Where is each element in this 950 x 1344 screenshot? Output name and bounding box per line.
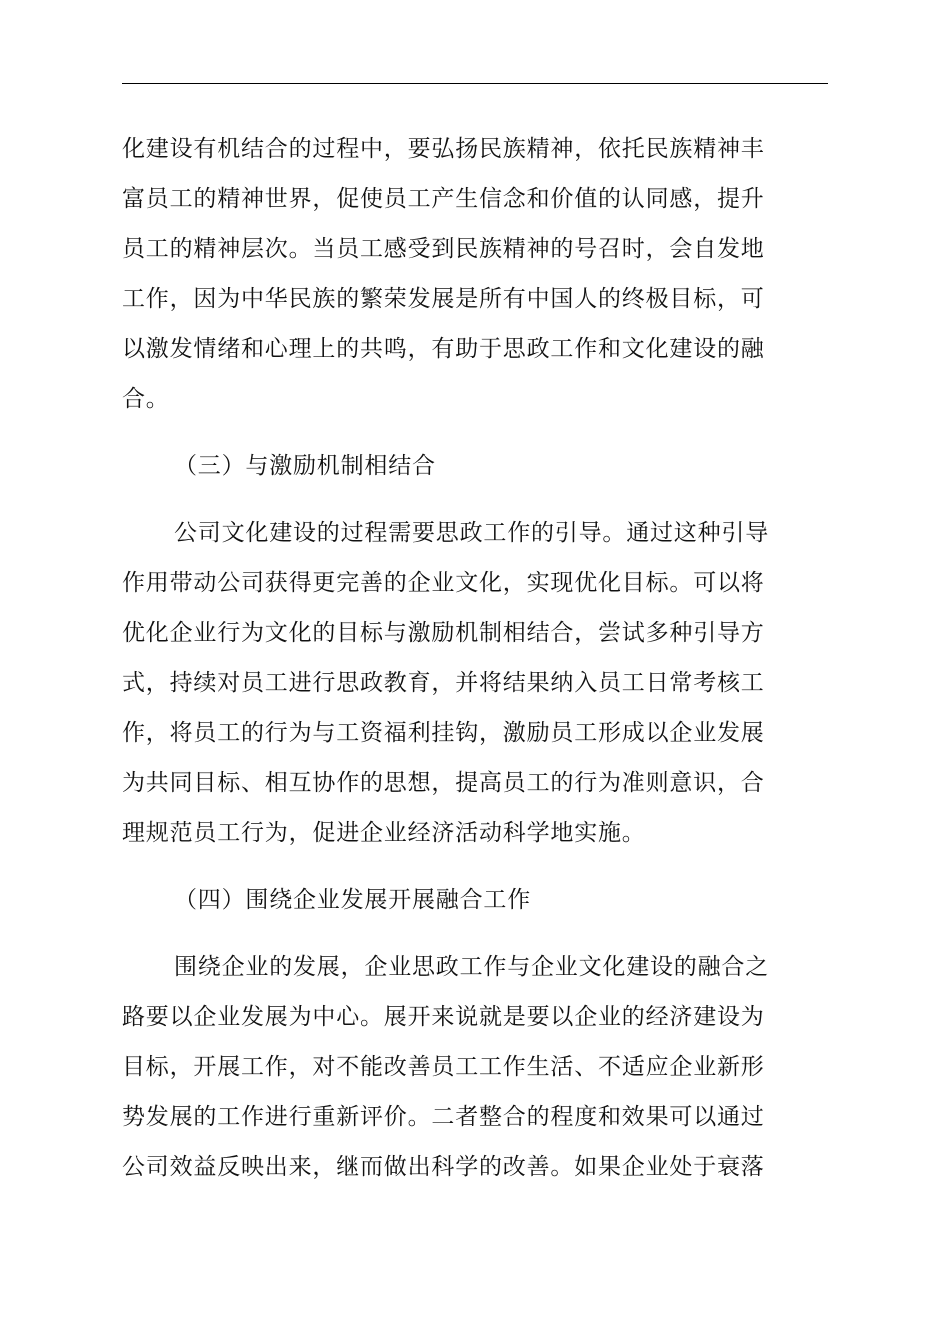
text-line: 为共同目标、相互协作的思想，提高员工的行为准则意识，合 [122,770,765,796]
text-line: 作用带动公司获得更完善的企业文化，实现优化目标。可以将 [122,570,765,596]
text-line: 工作，因为中华民族的繁荣发展是所有中国人的终极目标，可 [122,286,765,312]
text-line: 目标，开展工作，对不能改善员工工作生活、不适应企业新形 [122,1054,765,1080]
text-line: 公司效益反映出来，继而做出科学的改善。如果企业处于衰落 [122,1154,765,1180]
text-line: 富员工的精神世界，促使员工产生信念和价值的认同感，提升 [122,186,765,212]
text-line: 合。 [122,386,170,412]
text-line: 路要以企业发展为中心。展开来说就是要以企业的经济建设为 [122,1004,765,1030]
header-rule [122,83,828,84]
text-line: 优化企业行为文化的目标与激励机制相结合，尝试多种引导方 [122,620,765,646]
paragraph-incentive [122,508,817,858]
text-line: 式，持续对员工进行思政教育，并将结果纳入员工日常考核工 [122,670,765,696]
text-line: 公司文化建设的过程需要思政工作的引导。通过这种引导 [174,520,769,546]
paragraph-development [122,942,817,1192]
section-heading-4: （四）围绕企业发展开展融合工作 [174,887,531,913]
text-line: 以激发情绪和心理上的共鸣，有助于思政工作和文化建设的融 [122,336,765,362]
paragraph-continued [122,124,817,424]
text-line: 理规范员工行为，促进企业经济活动科学地实施。 [122,820,646,846]
text-line: 员工的精神层次。当员工感受到民族精神的号召时，会自发地 [122,236,765,262]
document-body [122,124,817,1192]
text-line: 势发展的工作进行重新评价。二者整合的程度和效果可以通过 [122,1104,765,1130]
text-line: 作，将员工的行为与工资福利挂钩，激励员工形成以企业发展 [122,720,765,746]
section-heading-3: （三）与激励机制相结合 [174,453,436,479]
text-line: 化建设有机结合的过程中，要弘扬民族精神，依托民族精神丰 [122,136,765,162]
text-line: 围绕企业的发展，企业思政工作与企业文化建设的融合之 [174,954,769,980]
